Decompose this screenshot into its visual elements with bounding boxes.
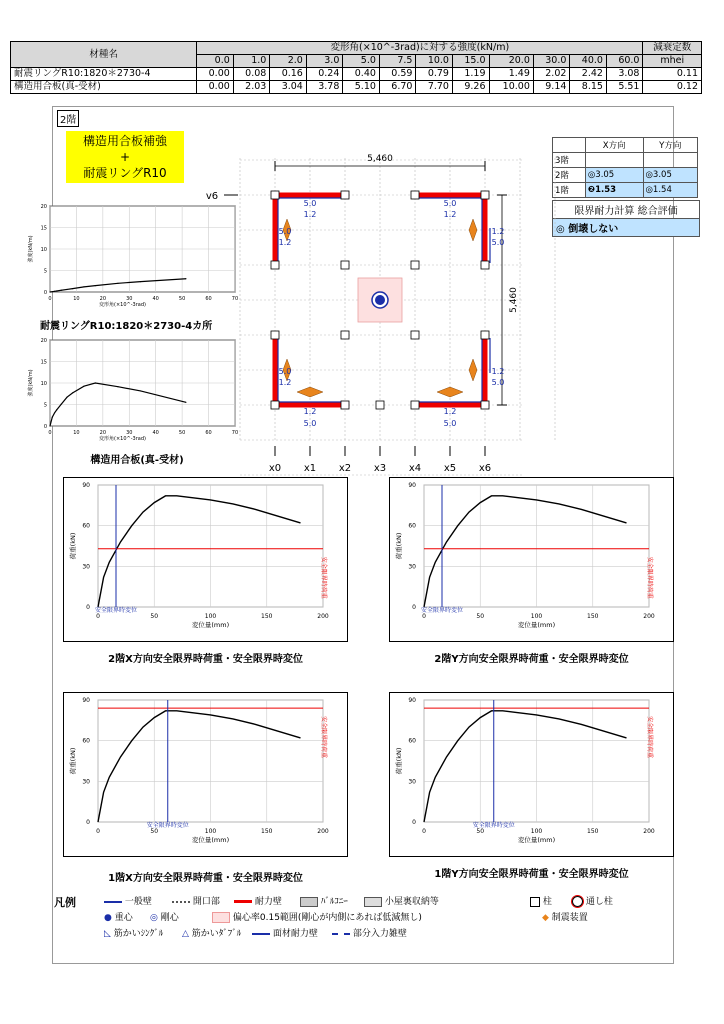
data-point	[83, 386, 84, 387]
strength-value: 0.59	[379, 68, 416, 81]
strength-value: 0.79	[416, 68, 453, 81]
strength-value: 8.15	[570, 81, 607, 94]
grid-label-x: x2	[338, 463, 352, 474]
evaluation-result: ◎ 倒壊しない	[553, 219, 699, 236]
data-point	[54, 412, 55, 413]
y-tick-label: 0	[86, 604, 90, 611]
gray-box-icon	[300, 897, 318, 907]
x-tick-label: 40	[152, 296, 159, 302]
x-tick-label: 200	[317, 828, 329, 835]
wall-strength-label: 1.2	[278, 238, 292, 247]
angle-header: 15.0	[452, 55, 489, 68]
wall-strength-label: 1.2	[278, 378, 292, 387]
x-tick-label: 0	[96, 828, 100, 835]
small-chart-1	[24, 198, 244, 320]
y-tick-label: 30	[408, 563, 416, 571]
y-tick-label: 60	[408, 522, 416, 530]
column-icon	[341, 191, 349, 199]
reinforcement-line2: +	[119, 150, 131, 164]
limit-disp-label: 安全限界時変位	[420, 607, 464, 614]
reinforcement-line1: 構造用合板補強	[82, 134, 167, 148]
strength-value: 0.16	[270, 68, 307, 81]
eval-floor: 3階	[553, 153, 586, 168]
small-chart-2	[24, 332, 244, 454]
x-tick-label: 0	[422, 613, 426, 620]
legend-label: 通し柱	[585, 897, 613, 907]
eval-col-x: X方向	[585, 138, 643, 153]
wall-strength-label: 5.0	[278, 367, 292, 376]
damping-value: 0.11	[643, 68, 702, 81]
strength-value: 2.02	[533, 68, 570, 81]
column-icon	[530, 897, 540, 907]
angle-header: 7.5	[379, 55, 416, 68]
eval-x: ❷1.53	[585, 183, 643, 198]
x-tick-label: 50	[150, 613, 159, 620]
angle-header: 60.0	[606, 55, 643, 68]
load-chart-2f-y	[389, 477, 674, 642]
floor-plan	[205, 148, 530, 478]
load-chart-1f-y-caption: 1階Y方向安全限界時荷重・安全限界時変位	[434, 869, 629, 880]
x-axis-label: 変形角(×10^-3rad)	[99, 436, 146, 442]
wall-strength-label: 1.2	[443, 210, 457, 219]
column-icon	[376, 401, 384, 409]
brace-single-icon: ◺	[104, 929, 111, 939]
angle-header: 1.0	[233, 55, 270, 68]
x-axis-label: 変位量(mm)	[191, 621, 230, 629]
limit-load-label: 安全限界時荷重	[320, 556, 327, 599]
x-tick-label: 10	[73, 296, 80, 302]
strength-value: 0.08	[233, 68, 270, 81]
column-icon	[411, 401, 419, 409]
y-tick-label: 20	[40, 204, 47, 210]
column-icon	[481, 261, 489, 269]
load-chart-1f-x	[63, 692, 348, 857]
y-tick-label: 10	[40, 381, 47, 387]
x-tick-label: 150	[587, 613, 599, 620]
x-axis-label: 変位量(mm)	[191, 836, 230, 844]
legend-bearing-wall	[234, 894, 282, 907]
wall-strength-label: 1.2	[443, 407, 457, 416]
data-point	[56, 409, 57, 410]
dashed-line-icon	[332, 933, 350, 935]
legend-center-rigidity	[150, 910, 179, 923]
column-icon	[411, 191, 419, 199]
data-point	[117, 283, 118, 284]
y-tick-label: 20	[40, 338, 47, 344]
angle-header: 2.0	[270, 55, 307, 68]
gray-box-icon	[364, 897, 382, 907]
wall-strength-label: 1.2	[303, 210, 317, 219]
reinforcement-box	[66, 131, 184, 183]
legend-general-wall	[104, 894, 152, 907]
strength-value: 9.14	[533, 81, 570, 94]
data-point	[66, 397, 67, 398]
damper-icon: ◆	[542, 913, 549, 923]
y-tick-label: 0	[86, 819, 90, 826]
strength-value: 10.00	[489, 81, 533, 94]
x-tick-label: 10	[73, 430, 80, 436]
y-axis-label: 荷重(kN)	[395, 747, 403, 775]
legend-brace-single	[104, 926, 163, 939]
mhei-header: mhei	[643, 55, 702, 68]
brace-double-icon: △	[182, 929, 189, 939]
data-point	[140, 390, 141, 391]
x-tick-label: 200	[317, 613, 329, 620]
table-row	[11, 81, 702, 94]
column-icon	[481, 331, 489, 339]
strength-value: 2.03	[233, 81, 270, 94]
x-tick-label: 150	[261, 828, 273, 835]
column-icon	[341, 261, 349, 269]
eval-row	[553, 153, 698, 168]
column-icon	[271, 191, 279, 199]
legend-damper	[542, 910, 588, 923]
center-rigidity-icon: ◎	[150, 913, 158, 923]
x-tick-label: 60	[205, 430, 212, 436]
x-tick-label: 30	[126, 430, 133, 436]
y-tick-label: 0	[412, 819, 416, 826]
data-point	[72, 392, 73, 393]
column-icon	[411, 331, 419, 339]
angle-header: 3.0	[306, 55, 343, 68]
strength-value: 0.00	[197, 68, 234, 81]
x-tick-label: 70	[231, 296, 239, 302]
legend-brace-double	[182, 926, 241, 939]
legend-label: 小屋裏収納等	[384, 897, 439, 907]
strength-header: 変形角(×10^-3rad)に対する強度(kN/m)	[197, 42, 643, 55]
strength-value: 5.51	[606, 81, 643, 94]
load-chart-1f-x-caption: 1階X方向安全限界時荷重・安全限界時変位	[108, 873, 303, 884]
y-tick-label: 15	[40, 225, 47, 232]
y-tick-label: 30	[82, 563, 90, 571]
legend-attic	[364, 894, 439, 907]
damper-icon	[469, 219, 477, 241]
overall-evaluation	[552, 200, 700, 237]
evaluation-title: 限界耐力計算 総合評価	[553, 201, 699, 219]
eval-y: ◎1.54	[643, 183, 697, 198]
wall-strength-label: 5.0	[303, 419, 317, 428]
strength-value: 0.40	[343, 68, 380, 81]
x-tick-label: 30	[126, 296, 133, 302]
center-gravity-icon	[375, 295, 385, 305]
material-name: 構造用合板(真-受材)	[11, 81, 197, 94]
damper-icon	[437, 387, 463, 397]
wall-strength-label: 1.2	[491, 367, 505, 376]
y-tick-label: 10	[40, 247, 47, 253]
x-axis-label: 変位量(mm)	[517, 621, 556, 629]
x-tick-label: 20	[99, 296, 107, 302]
strength-table	[10, 41, 702, 94]
data-point	[66, 289, 67, 290]
legend-label: 開口部	[192, 897, 220, 907]
legend-label: 筋かいﾀﾞﾌﾞﾙ	[191, 929, 242, 939]
x-axis-label: 変位量(mm)	[517, 836, 556, 844]
limit-load-label: 安全限界時荷重	[646, 556, 653, 599]
legend-center-gravity	[104, 910, 133, 923]
y-tick-label: 5	[43, 268, 47, 275]
data-point	[49, 291, 50, 292]
legend-label: 耐力壁	[254, 897, 282, 907]
legend-title: 凡例	[54, 896, 76, 909]
legend-panel-wall	[252, 926, 318, 939]
line-icon	[104, 901, 122, 903]
x-tick-label: 50	[476, 613, 485, 620]
dimension-top: 5,460	[367, 154, 393, 164]
eval-floor: 1階	[553, 183, 586, 198]
y-tick-label: 90	[408, 697, 416, 704]
angle-header: 10.0	[416, 55, 453, 68]
data-point	[61, 403, 62, 404]
x-tick-label: 70	[231, 430, 239, 436]
wall-strength-label: 1.2	[491, 227, 505, 236]
x-tick-label: 50	[476, 828, 485, 835]
grid-label-v6: v6	[205, 191, 219, 202]
legend-partial-wall	[332, 926, 407, 939]
legend-label: 部分入力雑壁	[352, 929, 407, 939]
x-tick-label: 40	[152, 430, 159, 436]
grid-label-x: x6	[478, 463, 492, 474]
column-icon	[411, 261, 419, 269]
material-name: 耐震リングR10:1820＊2730-4	[11, 68, 197, 81]
through-column-icon	[572, 896, 583, 907]
data-point	[117, 386, 118, 387]
x-tick-label: 100	[204, 613, 217, 620]
center-gravity-icon: ●	[104, 913, 112, 923]
small-chart-1-caption: 耐震リングR10:1820＊2730-4カ所	[40, 321, 213, 332]
data-point	[83, 286, 84, 287]
reinforcement-line3: 耐震リングR10	[83, 166, 167, 180]
y-tick-label: 90	[408, 482, 416, 489]
data-point	[72, 288, 73, 289]
data-point	[61, 290, 62, 291]
y-tick-label: 90	[82, 697, 90, 704]
eccentric-range-icon	[212, 912, 230, 923]
load-chart-2f-y-caption: 2階Y方向安全限界時荷重・安全限界時変位	[434, 654, 629, 665]
load-chart-1f-y	[389, 692, 674, 857]
material-header: 材種名	[11, 42, 197, 68]
wall-strength-label: 5.0	[491, 378, 505, 387]
x-tick-label: 60	[205, 296, 212, 302]
column-icon	[271, 261, 279, 269]
angle-header: 0.0	[197, 55, 234, 68]
data-point	[49, 425, 50, 426]
red-line-icon	[234, 900, 252, 903]
data-point	[56, 290, 57, 291]
strength-value: 6.70	[379, 81, 416, 94]
eval-y	[643, 153, 697, 168]
data-point	[140, 281, 141, 282]
eval-row	[553, 168, 698, 183]
load-chart-2f-x-caption: 2階X方向安全限界時荷重・安全限界時変位	[108, 654, 303, 665]
x-tick-label: 50	[150, 828, 159, 835]
legend-label: 面材耐力壁	[272, 929, 318, 939]
strength-value: 1.49	[489, 68, 533, 81]
y-axis-label: 強度(kN/m)	[28, 369, 34, 397]
x-tick-label: 50	[178, 430, 186, 436]
angle-header: 30.0	[533, 55, 570, 68]
strength-value: 3.04	[270, 81, 307, 94]
y-tick-label: 15	[40, 359, 47, 366]
load-chart-2f-x	[63, 477, 348, 642]
strength-value: 5.10	[343, 81, 380, 94]
line-icon	[252, 933, 270, 935]
column-icon	[341, 401, 349, 409]
limit-load-label: 安全限界時荷重	[320, 716, 327, 759]
x-tick-label: 100	[530, 613, 543, 620]
y-tick-label: 0	[43, 424, 47, 430]
x-tick-label: 20	[99, 430, 107, 436]
legend-label: 一般壁	[124, 897, 152, 907]
data-point	[95, 382, 96, 383]
y-tick-label: 60	[82, 737, 90, 745]
y-axis-label: 荷重(kN)	[69, 747, 77, 775]
grid-label-x: x3	[373, 463, 387, 474]
x-tick-label: 200	[643, 613, 655, 620]
grid-label-x: x4	[408, 463, 422, 474]
legend-label: 偏心率0.15範囲(剛心が内側にあれば低減無し)	[232, 913, 422, 923]
x-tick-label: 50	[178, 296, 186, 302]
damper-icon	[469, 359, 477, 381]
x-tick-label: 150	[587, 828, 599, 835]
legend-eccentric	[212, 910, 422, 923]
y-axis-label: 強度(kN/m)	[28, 235, 34, 263]
angle-header: 40.0	[570, 55, 607, 68]
y-tick-label: 0	[412, 604, 416, 611]
column-icon	[271, 401, 279, 409]
angle-header: 5.0	[343, 55, 380, 68]
legend-label: 剛心	[160, 913, 179, 923]
x-tick-label: 150	[261, 613, 273, 620]
damping-value: 0.12	[643, 81, 702, 94]
legend-label: ﾊﾞﾙｺﾆｰ	[320, 897, 348, 907]
strength-value: 7.70	[416, 81, 453, 94]
column-icon	[271, 331, 279, 339]
wall-strength-label: 5.0	[278, 227, 292, 236]
data-point	[185, 402, 186, 403]
legend-label: 筋かいｼﾝｸﾞﾙ	[113, 929, 164, 939]
y-axis-label: 荷重(kN)	[395, 532, 403, 560]
eval-corner	[553, 138, 586, 153]
strength-value: 9.26	[452, 81, 489, 94]
table-row	[11, 68, 702, 81]
data-point	[185, 278, 186, 279]
y-tick-label: 60	[408, 737, 416, 745]
small-chart-2-caption: 構造用合板(真-受材)	[90, 455, 184, 466]
legend-through-column	[572, 894, 613, 907]
x-tick-label: 100	[204, 828, 217, 835]
x-tick-label: 0	[96, 613, 100, 620]
limit-disp-label: 安全限界時変位	[94, 607, 138, 614]
column-icon	[481, 191, 489, 199]
strength-value: 3.78	[306, 81, 343, 94]
floor-label: 2階	[57, 110, 79, 127]
limit-disp-label: 安全限界時変位	[146, 822, 189, 829]
y-axis-label: 荷重(kN)	[69, 532, 77, 560]
dimension-right: 5,460	[509, 287, 519, 313]
y-tick-label: 0	[43, 290, 47, 296]
grid-label-x: x5	[443, 463, 457, 474]
limit-load-label: 安全限界時荷重	[646, 716, 653, 759]
strength-value: 3.08	[606, 68, 643, 81]
y-tick-label: 90	[82, 482, 90, 489]
strength-value: 0.24	[306, 68, 343, 81]
eval-floor: 2階	[553, 168, 586, 183]
wall-strength-label: 5.0	[443, 419, 457, 428]
data-point	[95, 285, 96, 286]
damper-icon	[297, 387, 323, 397]
grid-label-x: x1	[303, 463, 317, 474]
strength-value: 2.42	[570, 68, 607, 81]
y-tick-label: 30	[82, 778, 90, 786]
x-tick-label: 200	[643, 828, 655, 835]
y-tick-label: 60	[82, 522, 90, 530]
eval-y: ◎3.05	[643, 168, 697, 183]
strength-value: 0.00	[197, 81, 234, 94]
legend-label: 制震装置	[551, 913, 588, 923]
wall-strength-label: 5.0	[443, 199, 457, 208]
eval-x	[585, 153, 643, 168]
dotted-line-icon	[172, 901, 190, 903]
x-tick-label: 100	[530, 828, 543, 835]
evaluation-table	[552, 137, 698, 198]
wall-strength-label: 5.0	[491, 238, 505, 247]
y-tick-label: 5	[43, 402, 47, 409]
legend-opening	[172, 894, 220, 907]
data-point	[54, 291, 55, 292]
legend-balcony	[300, 894, 348, 907]
x-axis-label: 変形角(×10^-3rad)	[99, 302, 146, 308]
x-tick-label: 0	[422, 828, 426, 835]
wall-strength-label: 5.0	[303, 199, 317, 208]
eval-x: ◎3.05	[585, 168, 643, 183]
eval-col-y: Y方向	[643, 138, 697, 153]
strength-value: 1.19	[452, 68, 489, 81]
angle-header: 20.0	[489, 55, 533, 68]
wall-strength-label: 1.2	[303, 407, 317, 416]
data-point	[52, 291, 53, 292]
column-icon	[481, 401, 489, 409]
column-icon	[341, 331, 349, 339]
data-point	[52, 417, 53, 418]
damping-header: 減衰定数	[643, 42, 702, 55]
limit-disp-label: 安全限界時変位	[472, 822, 515, 829]
legend-column	[530, 894, 552, 907]
grid-label-x: x0	[268, 463, 282, 474]
x-tick-label: 0	[48, 430, 52, 436]
y-tick-label: 30	[408, 778, 416, 786]
legend-label: 重心	[114, 913, 133, 923]
x-tick-label: 0	[48, 296, 52, 302]
eval-row	[553, 183, 698, 198]
legend-label: 柱	[542, 897, 552, 907]
